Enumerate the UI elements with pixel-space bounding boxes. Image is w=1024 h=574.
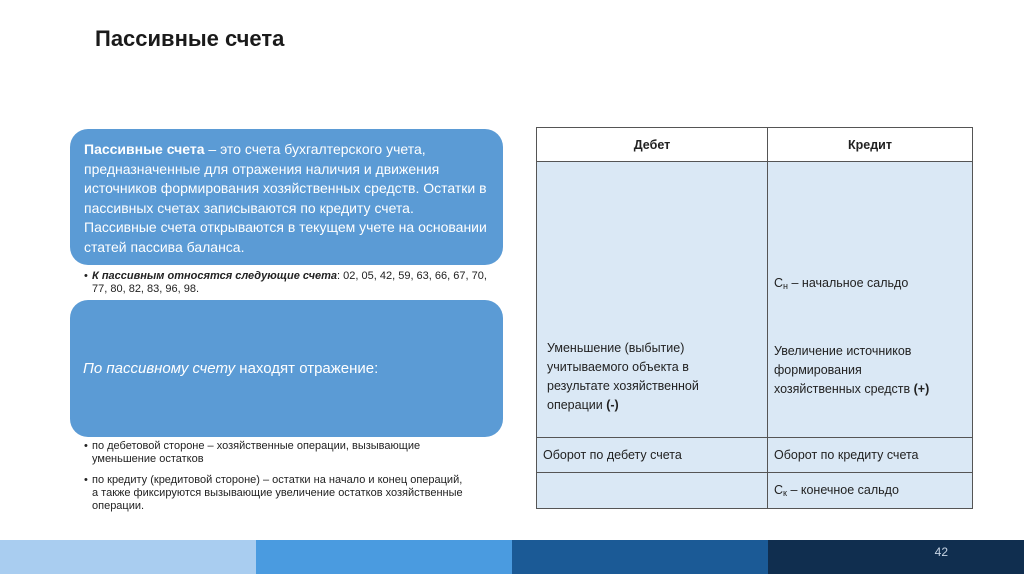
footer-bar xyxy=(0,540,1024,574)
bullet-line: 77, 80, 82, 83, 96, 98. xyxy=(92,283,200,295)
footer-segment xyxy=(512,540,768,574)
definition-box xyxy=(70,129,503,265)
opening-balance xyxy=(774,276,908,290)
credit-header: Кредит xyxy=(768,128,973,162)
credit-body-cell xyxy=(768,162,973,438)
bullet-line: по кредиту (кредитовой стороне) – остатки на начало и конец операций, xyxy=(92,474,463,486)
footer-segment xyxy=(256,540,512,574)
bullet-debit-side xyxy=(84,440,484,466)
footer-segment xyxy=(768,540,1024,574)
bullet-dot: • xyxy=(84,440,88,452)
reflection-box xyxy=(70,300,503,437)
balance-text: – начальное сальдо xyxy=(788,275,909,290)
debit-turnover-cell: Оборот по дебету счета xyxy=(537,438,768,473)
credit-body-line: формирования xyxy=(774,362,862,377)
reflection-italic: По пассивному счету xyxy=(83,360,236,377)
credit-body-line: Увеличение источников xyxy=(774,343,912,358)
debit-body-line: операции xyxy=(547,398,603,412)
balance-symbol: С xyxy=(774,483,784,497)
debit-body-line: результате хозяйственной xyxy=(547,379,699,393)
footer-segment xyxy=(0,540,256,574)
bullet-line: по дебетовой стороне – хозяйственные операции, вызывающие xyxy=(92,440,421,452)
bullet-lead: К пассивным относятся следующие счета xyxy=(92,270,338,282)
debit-body-cell xyxy=(537,162,768,438)
balance-subscript: к xyxy=(783,488,787,498)
bullet-credit-side xyxy=(84,474,494,513)
debit-sign: (-) xyxy=(606,398,619,412)
balance-subscript: н xyxy=(783,280,789,291)
definition-term: Пассивные счета xyxy=(84,141,205,157)
debit-body-line: учитываемого объекта в xyxy=(547,360,689,374)
bullet-dot: • xyxy=(84,474,88,486)
bullet-passive-accounts-list xyxy=(84,270,509,296)
definition-text: – это счета бухгалтерского учета, предназначенные для отражения наличия и движения источников формирования хозяйственных средств. Остатки в пассивных счетах записываются по кредиту счета. Пассивные счета открываются в текущем учете на основании статей пассива баланса. xyxy=(84,141,487,255)
balance-symbol: С xyxy=(774,275,784,290)
bullet-line: уменьшение остатков xyxy=(92,453,204,465)
empty-debit-cell xyxy=(537,473,768,509)
slide-title: Пассивные счета xyxy=(95,26,285,51)
debit-header: Дебет xyxy=(537,128,768,162)
bullet-line: операции. xyxy=(92,500,145,512)
bullet-line: : 02, 05, 42, 59, 63, 66, 67, 70, xyxy=(337,270,487,282)
balance-text: – конечное сальдо xyxy=(786,483,899,497)
bullet-dot: • xyxy=(84,270,88,282)
debit-body-line: Уменьшение (выбытие) xyxy=(547,341,685,355)
credit-sign: (+) xyxy=(913,381,930,396)
bullet-line: а также фиксируются вызывающие увеличение остатков хозяйственные xyxy=(92,487,463,499)
reflection-rest: находят отражение: xyxy=(235,360,379,377)
account-scheme-table xyxy=(536,127,973,509)
credit-turnover-cell: Оборот по кредиту счета xyxy=(768,438,973,473)
closing-balance-cell xyxy=(768,473,973,509)
page-number: 42 xyxy=(934,545,948,559)
credit-body-line: хозяйственных средств xyxy=(774,381,911,396)
